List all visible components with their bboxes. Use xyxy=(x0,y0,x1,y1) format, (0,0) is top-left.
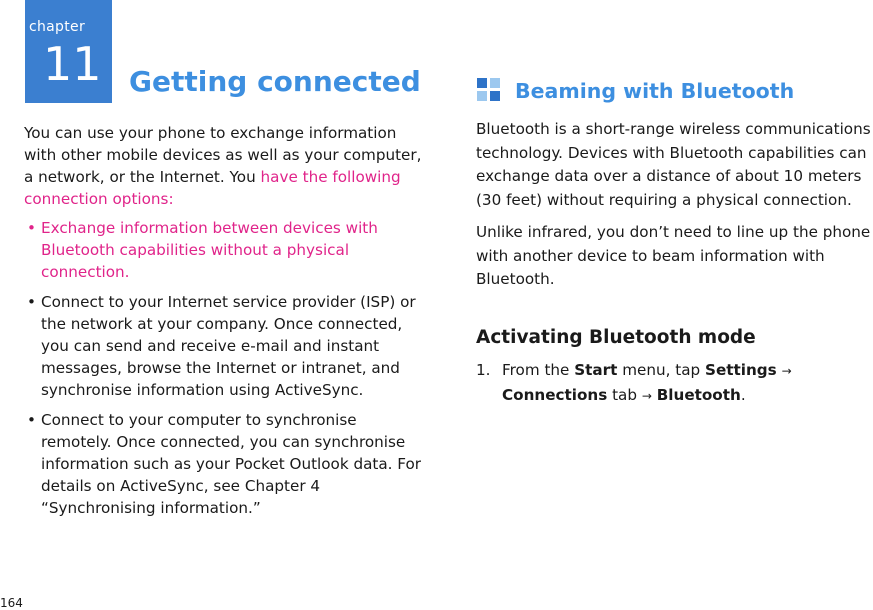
bullet-icon: • xyxy=(27,411,36,429)
settings-ref: Settings xyxy=(705,361,777,379)
bullet-icon: • xyxy=(27,293,36,311)
section-paragraph: Bluetooth is a short-range wireless communications technology. Devices with Bluetooth capabilities can exchange data over a distance of about 10 meters (30 feet) without requiring a physical connection. xyxy=(476,120,871,209)
list-item xyxy=(24,291,429,401)
connection-options-list xyxy=(24,217,429,519)
subsection-heading: Activating Bluetooth mode xyxy=(476,327,756,348)
intro-paragraph xyxy=(24,122,429,210)
section-grid-icon xyxy=(477,78,501,102)
intro-column xyxy=(24,122,429,527)
step-text: From the Start menu, tap Settings → Connections tab → Bluetooth. xyxy=(502,361,792,404)
section-paragraph: Unlike infrared, you don’t need to line up the phone with another device to beam information with Bluetooth. xyxy=(476,223,871,288)
section-body xyxy=(476,118,873,301)
list-item xyxy=(24,409,429,519)
chapter-label: chapter xyxy=(29,19,85,35)
page-number: 164 xyxy=(0,596,23,610)
arrow-icon: → xyxy=(781,364,792,378)
list-item-text: Exchange information between devices with Bluetooth capabilities without a physical connection. xyxy=(41,219,378,281)
arrow-icon: → xyxy=(641,388,652,403)
list-item-text: Connect to your computer to synchronise remotely. Once connected, you can synchronise information such as your Pocket Outlook data. For details on ActiveSync, see Chapter 4 “Synchronising information.” xyxy=(41,411,422,517)
bullet-icon: • xyxy=(27,219,36,237)
step-number: 1. xyxy=(476,361,491,379)
intro-text: You can use your phone to exchange information with other mobile devices as well as your computer, a network, or the Internet. You xyxy=(24,124,422,186)
list-item xyxy=(24,217,429,283)
section-title: Beaming with Bluetooth xyxy=(515,79,795,103)
list-item-text: Connect to your Internet service provider (ISP) or the network at your company. Once connected, you can send and receive e-mail and instant messages, browse the Internet or intranet, and synchronise information using ActiveSync. xyxy=(41,293,416,399)
bluetooth-ref: Bluetooth xyxy=(656,385,741,404)
connections-tab-ref: Connections xyxy=(502,385,608,404)
intro-highlight: have the following connection options: xyxy=(24,168,401,208)
chapter-number: 11 xyxy=(43,37,102,91)
chapter-title: Getting connected xyxy=(129,65,421,98)
start-menu-ref: Start xyxy=(574,361,618,379)
chapter-badge xyxy=(25,0,112,103)
